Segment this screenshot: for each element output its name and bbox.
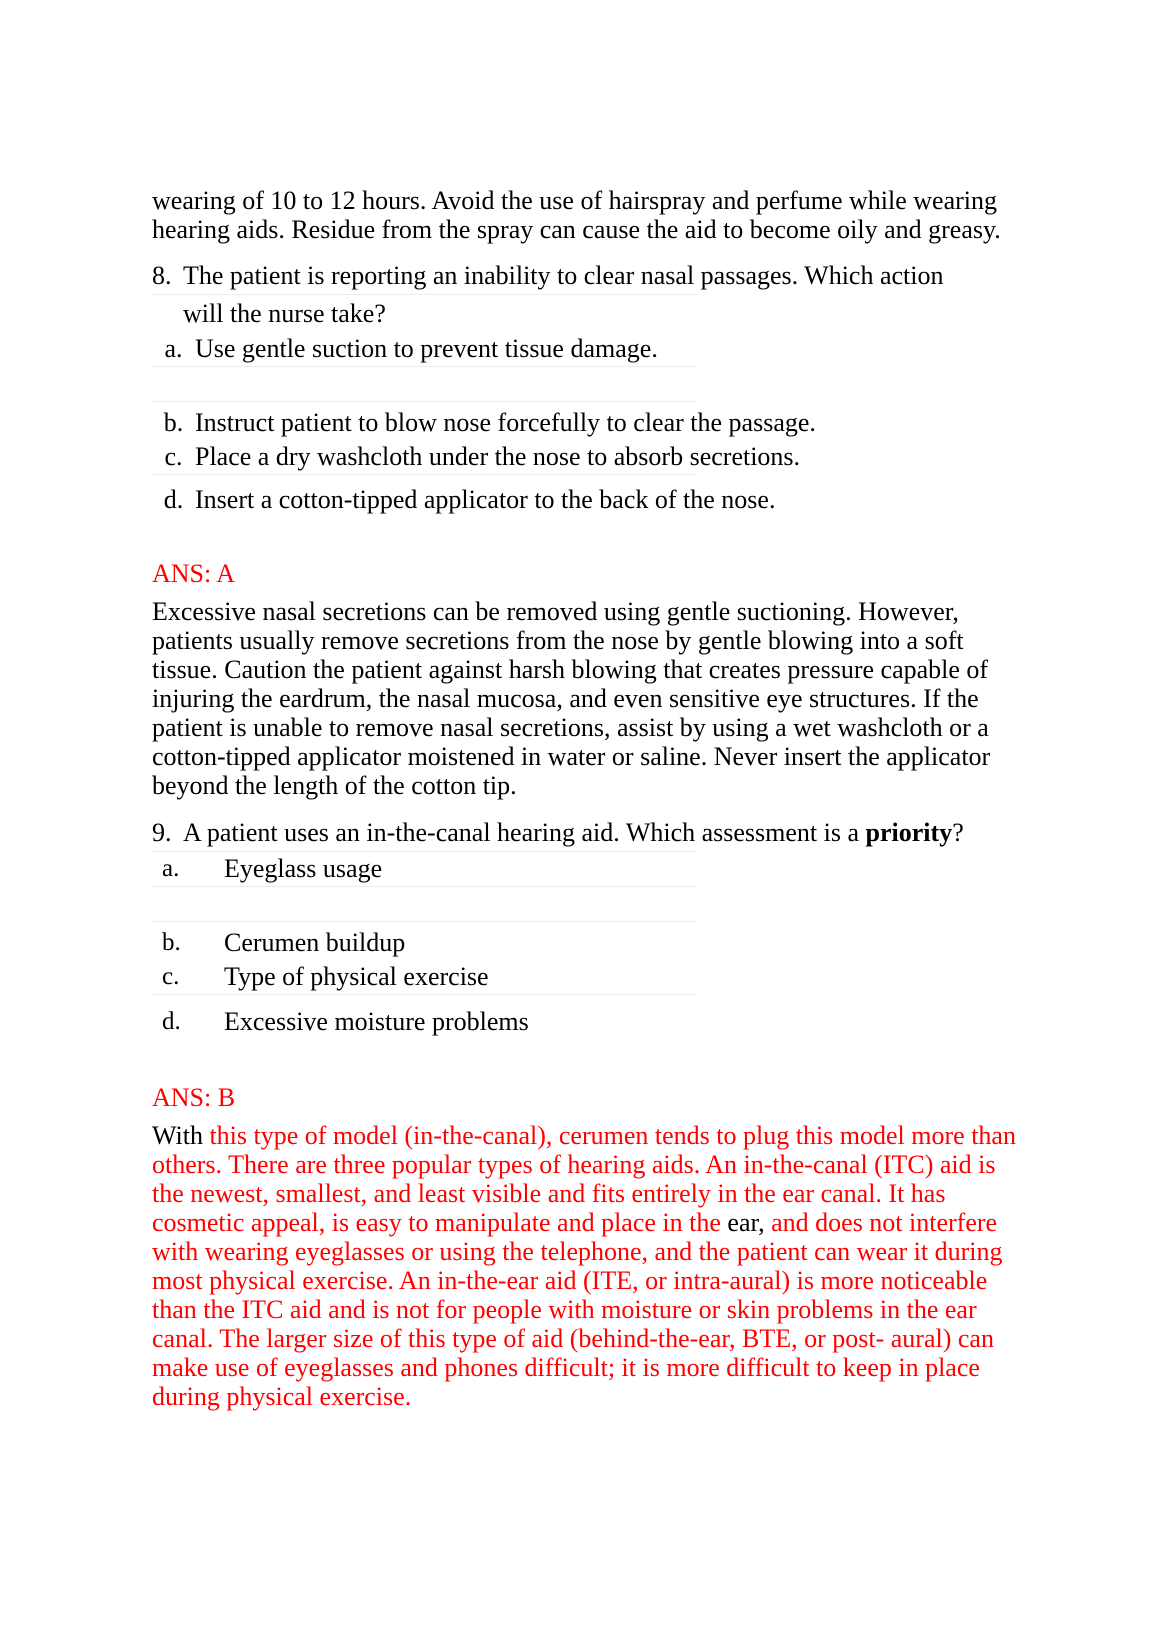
option-a: [152, 852, 1022, 886]
option-text: Instruct patient to blow nose forcefully to clear the passage.: [195, 408, 816, 437]
rationale-part: With: [152, 1121, 210, 1150]
option-letter: d.: [163, 485, 184, 514]
emphasis-priority: priority: [865, 818, 953, 847]
option-c: [152, 960, 1022, 994]
question-8-continued: [152, 295, 1022, 332]
question-text-line1: The patient is reporting an inability to clear nasal passages. Which action: [183, 261, 944, 290]
option-text: Cerumen buildup: [224, 928, 406, 957]
option-letter: a.: [164, 334, 183, 363]
option-d: [152, 483, 1022, 517]
option-text: Use gentle suction to prevent tissue damage.: [195, 334, 658, 363]
option-letter: b.: [163, 408, 184, 437]
divider: [152, 994, 697, 995]
option-text: Type of physical exercise: [224, 962, 489, 991]
rationale-part: and does not interfere with wearing eyeglasses or using the telephone, and the patient can wear it during most physical exercise. An in-the-ear aid (ITE, or intra-aural) is more noticeable than the ITC aid and is not for people with moisture or skin problems in the ear canal. The larger size of this type of aid (behind-the-ear, BTE, or post- aural) can make use of eyeglasses and phones difficult; it is more difficult to keep in place during physical exercise.: [152, 1208, 1003, 1411]
question-number: 9.: [152, 818, 172, 847]
option-letter: a.: [162, 855, 180, 882]
divider: [152, 921, 697, 922]
option-letter: c.: [162, 963, 180, 990]
option-c: [152, 440, 1022, 474]
rationale-part: this type of model (in-the-canal), cerumen tends to plug this model more than others. There are three popular types of hearing aids. An in-the-canal (ITC) aid is the newest, smallest, and least visible and fits entirely in the ear canal. It has cosmetic appeal, is easy to manipulate and place in the: [152, 1121, 1016, 1237]
intro-paragraph: wearing of 10 to 12 hours. Avoid the use of hairspray and perfume while wearing hearing aids. Residue from the spray can cause the aid to become oily and greasy.: [152, 186, 1001, 244]
option-a: [152, 332, 1022, 366]
question-text: A patient uses an in-the-canal hearing aid. Which assessment is a priority?: [183, 818, 964, 847]
option-text: Eyeglass usage: [224, 854, 383, 883]
option-letter: c.: [164, 442, 183, 471]
question-number: 8.: [152, 261, 172, 290]
answer-key: ANS: A: [152, 559, 236, 588]
rationale-paragraph: Excessive nasal secretions can be removed using gentle suctioning. However, patients usually remove secretions from the nose by gentle blowing into a soft tissue. Caution the patient against harsh blowing that creates pressure capable of injuring the eardrum, the nasal mucosa, and even sensitive eye structures. If the patient is unable to remove nasal secretions, assist by using a wet washcloth or a cotton-tipped applicator moistened in water or saline. Never insert the applicator beyond the length of the cotton tip.: [152, 597, 991, 800]
document-page: [152, 186, 1022, 1411]
answer-key: ANS: B: [152, 1083, 236, 1112]
option-b: [152, 926, 1022, 960]
question-text: [183, 257, 1022, 294]
divider: [152, 401, 697, 402]
option-letter: d.: [162, 1008, 181, 1035]
option-letter: b.: [162, 929, 181, 956]
divider: [152, 474, 697, 475]
option-b: [152, 406, 1022, 440]
option-text: Insert a cotton-tipped applicator to the back of the nose.: [195, 485, 776, 514]
rationale-part: ear,: [727, 1208, 772, 1237]
option-d: [152, 1005, 1022, 1039]
question-9: [152, 814, 1022, 851]
question-text-line2: will the nurse take?: [183, 299, 386, 328]
rationale-paragraph: [152, 1121, 1022, 1411]
option-text: Excessive moisture problems: [224, 1007, 529, 1036]
question-8: [152, 257, 1022, 294]
option-text: Place a dry washcloth under the nose to absorb secretions.: [195, 442, 801, 471]
